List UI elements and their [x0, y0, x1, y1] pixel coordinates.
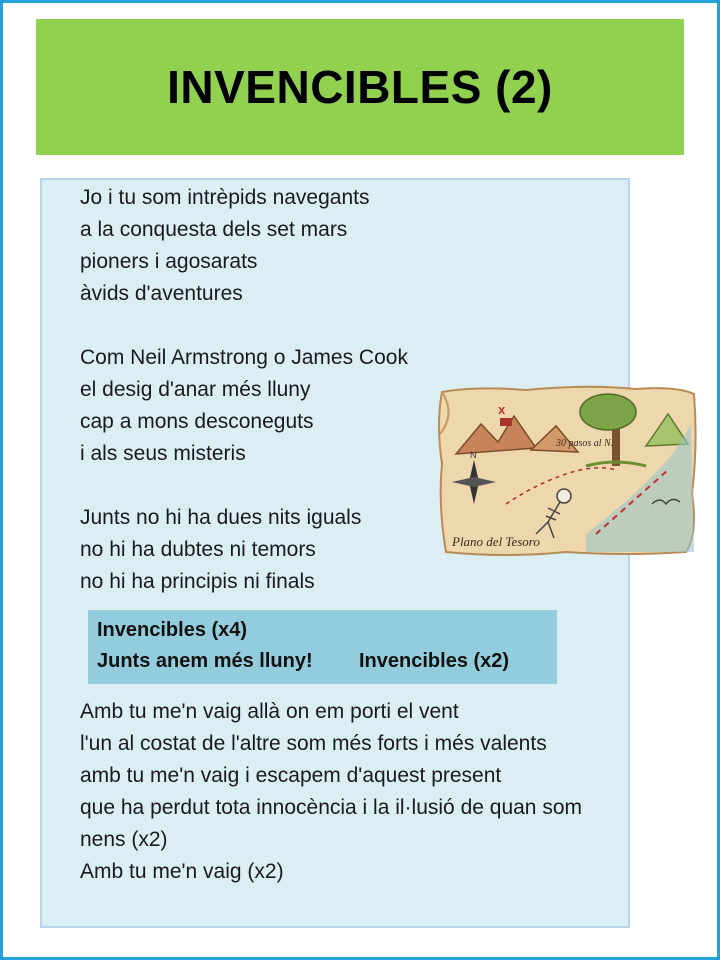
lyric-line: a la conquesta dels set mars: [80, 218, 348, 241]
chorus-line-2a: Junts anem més lluny!: [97, 650, 313, 672]
svg-text:x: x: [498, 402, 506, 417]
page-title: INVENCIBLES (2): [167, 61, 553, 113]
title-banner: [36, 19, 684, 155]
chorus-line-2b: Invencibles (x2): [359, 650, 510, 672]
svg-text:N: N: [470, 450, 477, 460]
lyric-line: pioners i agosarats: [80, 250, 258, 273]
lyric-line: el desig d'anar més lluny: [80, 378, 311, 401]
lyric-line: no hi ha dubtes ni temors: [80, 538, 316, 561]
lyric-line: amb tu me'n vaig i escapem d'aquest present: [80, 764, 502, 787]
chorus-box: [88, 610, 557, 684]
treasure-map-icon: [436, 384, 699, 558]
lyric-line: Amb tu me'n vaig (x2): [80, 860, 284, 883]
stanza-1: [80, 182, 620, 310]
chorus-line-1: Invencibles (x4): [97, 619, 248, 641]
map-note: 30 pasos al N.: [556, 438, 614, 449]
final-stanza: [80, 696, 620, 888]
lyric-line: Jo i tu som intrèpids navegants: [80, 186, 370, 209]
lyric-line: cap a mons desconeguts: [80, 410, 314, 433]
map-caption: Plano del Tesoro: [452, 534, 540, 549]
lyric-line: Amb tu me'n vaig allà on em porti el vent: [80, 700, 459, 723]
lyric-line: l'un al costat de l'altre som més forts i més valents: [80, 732, 547, 755]
lyric-line: no hi ha principis ni finals: [80, 570, 315, 593]
lyric-line: Com Neil Armstrong o James Cook: [80, 346, 408, 369]
lyric-line: que ha perdut tota innocència i la il·lusió de quan som nens (x2): [80, 796, 582, 851]
lyric-line: i als seus misteris: [80, 442, 246, 465]
lyric-line: àvids d'aventures: [80, 282, 243, 305]
lyric-line: Junts no hi ha dues nits iguals: [80, 506, 362, 529]
